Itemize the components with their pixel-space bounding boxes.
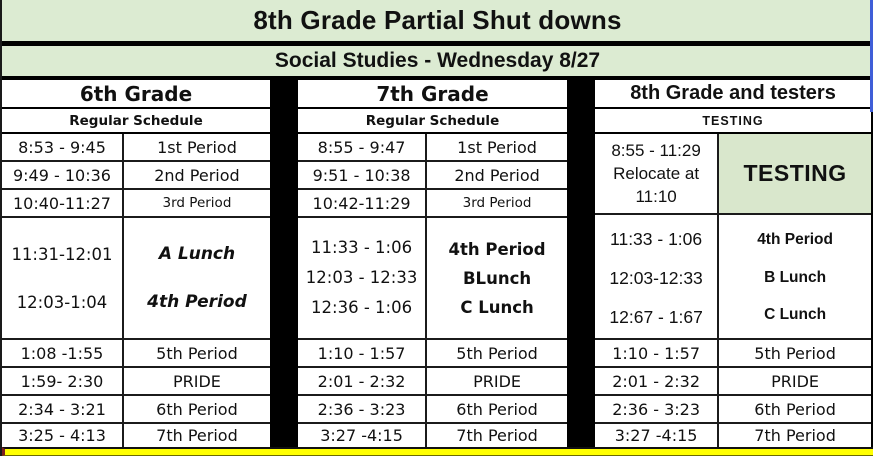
grade8-header: 8th Grade and testers xyxy=(595,80,871,109)
grade6-table xyxy=(2,80,270,447)
time-cell: 3:27 -4:15 xyxy=(595,424,719,447)
grade7-header: 7th Grade xyxy=(298,80,567,109)
table-row xyxy=(2,134,270,162)
grade8-table xyxy=(595,80,873,447)
table-row xyxy=(298,162,567,190)
time-cell: 2:36 - 3:23 xyxy=(595,396,719,422)
table-row xyxy=(595,396,871,424)
time-cell: 9:51 - 10:38 xyxy=(298,162,427,188)
period-cell: 6th Period xyxy=(156,399,238,419)
grade6-header: 6th Grade xyxy=(2,80,270,109)
column-divider-bar xyxy=(270,80,298,447)
table-row xyxy=(2,424,270,447)
time-cell: 8:55 - 9:47 xyxy=(298,134,427,160)
period-cell: 1st Period xyxy=(157,137,237,157)
period-cell: PRIDE xyxy=(173,371,221,391)
grade6-lunch-block xyxy=(2,218,270,340)
period-cell: 7th Period xyxy=(754,426,836,445)
period-cell: 5th Period xyxy=(754,343,836,363)
time-cell: 8:53 - 9:45 xyxy=(2,134,124,160)
period-cell: 4th Period B Lunch C Lunch xyxy=(757,231,833,323)
period-cell: 7th Period xyxy=(456,426,538,445)
grade8-subheader: TESTING xyxy=(595,109,871,134)
time-cell: 1:59- 2:30 xyxy=(2,368,124,394)
period-cell: 2nd Period xyxy=(454,165,540,185)
table-row xyxy=(2,340,270,368)
time-cell: 2:34 - 3:21 xyxy=(2,396,124,422)
page-subtitle: Social Studies - Wednesday 8/27 xyxy=(274,49,601,72)
table-row xyxy=(298,134,567,162)
testing-badge: TESTING xyxy=(719,134,871,213)
schedule-columns xyxy=(2,80,873,447)
table-row xyxy=(595,368,871,396)
period-cell: PRIDE xyxy=(473,371,522,391)
bottom-yellow-bar xyxy=(2,447,873,456)
period-cell: 3rd Period xyxy=(462,195,532,211)
table-row xyxy=(298,190,567,218)
table-row xyxy=(298,340,567,368)
time-cell: 1:10 - 1:57 xyxy=(298,340,427,366)
table-row xyxy=(2,162,270,190)
table-row xyxy=(2,368,270,396)
time-cell: 3:25 - 4:13 xyxy=(2,424,124,447)
period-cell: 5th Period xyxy=(456,343,538,363)
period-cell: 3rd Period xyxy=(162,195,232,211)
period-cell: 6th Period xyxy=(754,399,836,419)
column-divider-bar xyxy=(567,80,595,447)
grade7-subheader: Regular Schedule xyxy=(298,109,567,134)
period-cell: 6th Period xyxy=(456,399,538,419)
grade7-table xyxy=(298,80,567,447)
table-row xyxy=(298,396,567,424)
time-cell: 10:40-11:27 xyxy=(2,190,124,216)
time-cell: 1:08 -1:55 xyxy=(2,340,124,366)
grade7-lunch-block xyxy=(298,218,567,340)
period-cell: 7th Period xyxy=(156,426,238,445)
grade8-testing-row xyxy=(595,134,871,215)
table-row xyxy=(2,190,270,218)
title-bar xyxy=(2,0,873,46)
time-cell: 1:10 - 1:57 xyxy=(595,340,719,366)
grade8-lunch-block xyxy=(595,215,871,340)
time-cell: 9:49 - 10:36 xyxy=(2,162,124,188)
period-cell: PRIDE xyxy=(771,371,820,391)
time-cell: 2:01 - 2:32 xyxy=(595,368,719,394)
period-cell: 2nd Period xyxy=(154,165,240,185)
page-title: 8th Grade Partial Shut downs xyxy=(253,5,622,35)
time-cell: 11:33 - 1:06 12:03 - 12:33 12:36 - 1:06 xyxy=(298,218,427,338)
table-row xyxy=(298,368,567,396)
grade6-subheader: Regular Schedule xyxy=(2,109,270,134)
table-row xyxy=(595,340,871,368)
period-cell: 5th Period xyxy=(156,343,238,363)
time-cell: 3:27 -4:15 xyxy=(298,424,427,447)
period-cell: 4th Period BLunch C Lunch xyxy=(448,239,546,317)
time-cell: 2:01 - 2:32 xyxy=(298,368,427,394)
period-cell: A Lunch 4th Period xyxy=(147,244,247,312)
table-row xyxy=(2,396,270,424)
subtitle-bar xyxy=(2,46,873,80)
time-cell: 8:55 - 11:29 Relocate at 11:10 xyxy=(595,134,719,213)
table-row xyxy=(298,424,567,447)
table-row xyxy=(595,424,871,447)
period-cell: 1st Period xyxy=(457,137,537,157)
time-cell: 2:36 - 3:23 xyxy=(298,396,427,422)
time-cell: 11:31-12:01 12:03-1:04 xyxy=(2,218,124,338)
time-cell: 11:33 - 1:06 12:03-12:33 12:67 - 1:67 xyxy=(595,215,719,338)
time-cell: 10:42-11:29 xyxy=(298,190,427,216)
